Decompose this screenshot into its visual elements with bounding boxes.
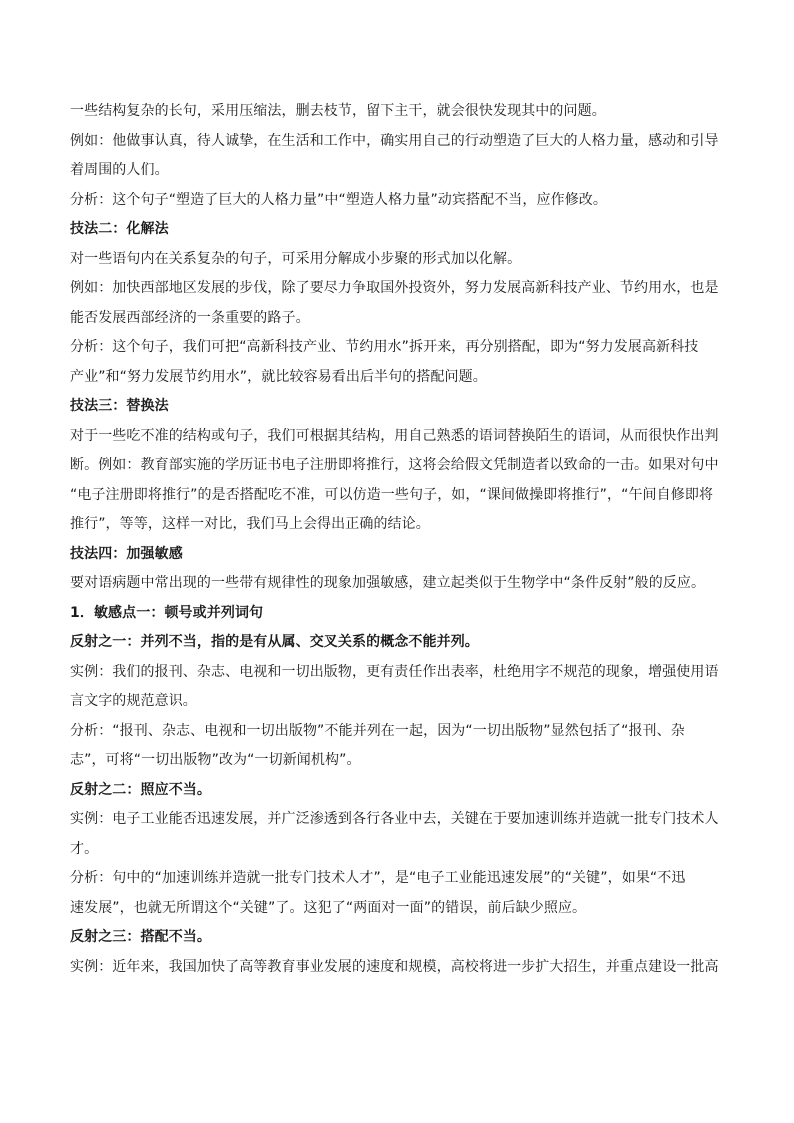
text-line: 才。: [70, 840, 99, 857]
text-line: 能否发展西部经济的一条重要的路子。: [70, 309, 310, 326]
text-line: “电子注册即将推行”的是否搭配吃不准，可以仿造一些句子，如，“课间做操即将推行”，“午间自修即将: [70, 486, 714, 503]
text-line: 分析：这个句子，我们可把“高新科技产业、节约用水”拆开来，再分别搭配，即为“努力发展高新科技: [70, 339, 699, 355]
text-line: 言文字的规范意识。: [70, 693, 197, 709]
text-line: 要对语病题中常出现的一些带有规律性的现象加强敏感，建立起类似于生物学中“条件反射”般的反应。: [70, 575, 706, 591]
section-heading: 技法四：加强敏感: [70, 545, 183, 562]
text-line: 分析：句中的“加速训练并造就一批专门技术人才”，是“电子工业能迅速发展”的“关键”，如果“不迅: [70, 870, 686, 886]
reflex-heading: 反射之二：照应不当。: [70, 781, 211, 798]
text-line: 分析：“报刊、杂志、电视和一切出版物”不能并列在一起，因为“一切出版物”显然包括了“报刊、杂: [70, 722, 685, 739]
text-line: 实例：近年来，我国加快了高等教育事业发展的速度和规模，高校将进一步扩大招生，并重点建设一批高: [70, 958, 719, 975]
text-line: 例如：他做事认真，待人诚挚，在生活和工作中，确实用自己的行动塑造了巨大的人格力量，感动和引导: [70, 132, 719, 149]
text-line: 实例：我们的报刊、杂志、电视和一切出版物，更有责任作出表率，杜绝用字不规范的现象，增强使用语: [70, 663, 719, 680]
subsection-heading: 1．敏感点一：顿号或并列词句: [70, 604, 264, 621]
text-line: 志”，可将“一切出版物”改为“一切新闻机构”。: [70, 752, 361, 768]
text-line: 着周围的人们。: [70, 162, 169, 178]
text-line: 对一些语句内在关系复杂的句子，可采用分解成小步聚的形式加以化解。: [70, 250, 522, 267]
text-line: 分析：这个句子“塑造了巨大的人格力量”中“塑造人格力量”动宾搭配不当，应作修改。: [70, 191, 608, 208]
text-line: 推行”，等等，这样一对比，我们马上会得出正确的结论。: [70, 516, 430, 532]
text-line: 断。例如：教育部实施的学历证书电子注册即将推行，这将会给假文凭制造者以致命的一击。如果对句中: [70, 457, 719, 473]
text-line: 对于一些吃不准的结构或句子，我们可根据其结构，用自己熟悉的语词替换陌生的语词，从而很快作出判: [70, 427, 719, 444]
document-page: [70, 97, 726, 982]
text-line: 产业”和“努力发展节约用水”，就比较容易看出后半句的搭配问题。: [70, 368, 487, 385]
text-line: 速发展”，也就无所谓这个“关键”了。这犯了“两面对一面”的错误，前后缺少照应。: [70, 899, 587, 916]
text-line: 实例：电子工业能否迅速发展，并广泛渗透到各行各业中去，关键在于要加速训练并造就一批专门技术人: [70, 811, 719, 827]
text-line: 例如：加快西部地区发展的步伐，除了要尽力争取国外投资外，努力发展高新科技产业、节约用水，也是: [70, 280, 719, 296]
section-heading: 技法三：替换法: [70, 398, 169, 414]
reflex-heading: 反射之三：搭配不当。: [70, 929, 211, 945]
text-line: 一些结构复杂的长句，采用压缩法，删去枝节，留下主干，就会很快发现其中的问题。: [70, 103, 606, 119]
reflex-heading: 反射之一：并列不当，指的是有从属、交叉关系的概念不能并列。: [70, 634, 479, 650]
section-heading: 技法二：化解法: [70, 221, 169, 237]
